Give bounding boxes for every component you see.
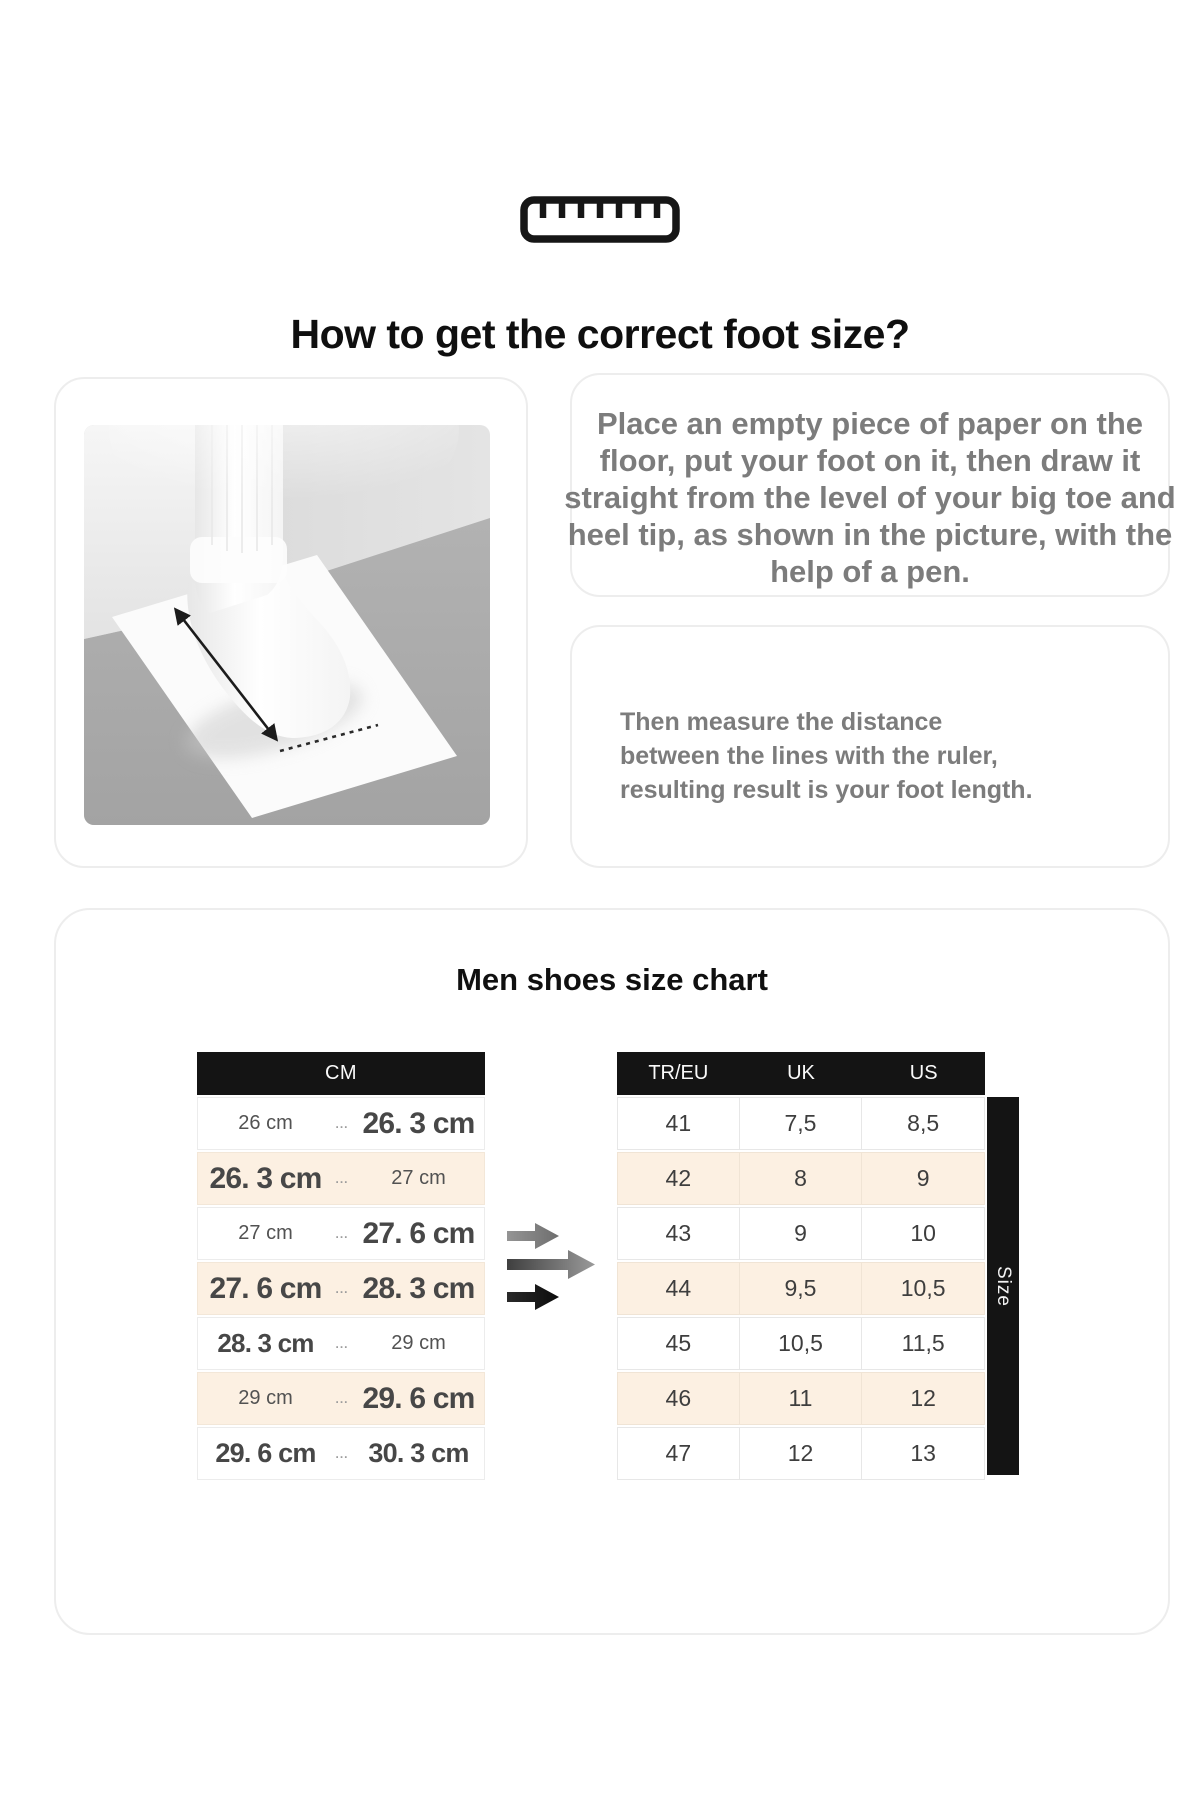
- table-row: [617, 1427, 985, 1480]
- table-cell: 10: [862, 1207, 985, 1260]
- size-chart-card: [54, 908, 1170, 1635]
- table-row: [617, 1317, 985, 1370]
- size-axis-label: [987, 1097, 1019, 1475]
- cm-to: 29. 6 cm: [362, 1381, 475, 1415]
- table-row: [617, 1207, 985, 1260]
- table-cell: 41: [617, 1097, 740, 1150]
- table-row: [617, 1152, 985, 1205]
- table-cell: 42: [617, 1152, 740, 1205]
- table-row: [197, 1262, 485, 1315]
- table-cell: 45: [617, 1317, 740, 1370]
- cm-from: 27. 6 cm: [209, 1271, 322, 1305]
- header-cell: TR/EU: [648, 1062, 709, 1084]
- table-cell: 11,5: [862, 1317, 985, 1370]
- header-cell: UK: [787, 1062, 815, 1084]
- instruction-step1-text: [510, 405, 1200, 590]
- instruction-line: help of a pen.: [770, 554, 970, 589]
- instruction-line: Place an empty piece of paper on the: [596, 406, 1144, 441]
- range-separator: ...: [335, 1226, 349, 1241]
- table-row: [617, 1097, 985, 1150]
- cm-to: 28. 3 cm: [362, 1271, 475, 1305]
- size-axis-label-text: Size: [993, 1265, 1014, 1307]
- cm-from: 27 cm: [238, 1222, 293, 1244]
- instruction-step2-text: [620, 705, 1033, 807]
- table-cell: 9: [740, 1207, 863, 1260]
- table-cell: 8: [740, 1152, 863, 1205]
- conversion-table: [617, 1052, 985, 1480]
- table-cell: 11: [740, 1372, 863, 1425]
- cm-to: 27. 6 cm: [362, 1216, 475, 1250]
- table-cell: 44: [617, 1262, 740, 1315]
- instruction-step2-card: [570, 625, 1170, 868]
- cm-to: 26. 3 cm: [362, 1106, 475, 1140]
- table-row: [197, 1427, 485, 1480]
- instruction-line: straight from the level of your big toe and: [564, 480, 1176, 515]
- cm-table: [197, 1052, 485, 1480]
- table-cell: 12: [740, 1427, 863, 1480]
- cm-from: 28. 3 cm: [217, 1328, 314, 1358]
- table-row: [197, 1152, 485, 1205]
- instruction-line: resulting result is your foot length.: [620, 776, 1033, 804]
- table-cell: 7,5: [740, 1097, 863, 1150]
- table-cell: 47: [617, 1427, 740, 1480]
- cm-to: 29 cm: [391, 1332, 446, 1354]
- cm-from: 26 cm: [238, 1112, 293, 1134]
- table-cell: 8,5: [862, 1097, 985, 1150]
- foot-photo-card: [54, 377, 528, 868]
- table-cell: 9: [862, 1152, 985, 1205]
- cm-from: 29 cm: [238, 1387, 293, 1409]
- instruction-step1-card: [564, 373, 1176, 597]
- table-cell: 10,5: [862, 1262, 985, 1315]
- range-separator: ...: [335, 1336, 349, 1351]
- table-row: [617, 1372, 985, 1425]
- range-separator: ...: [335, 1391, 349, 1406]
- table-cell: 46: [617, 1372, 740, 1425]
- instruction-line: between the lines with the ruler,: [620, 742, 998, 770]
- range-separator: ...: [335, 1446, 349, 1461]
- range-separator: ...: [335, 1171, 349, 1186]
- cm-to: 30. 3 cm: [368, 1438, 469, 1468]
- table-cell: 10,5: [740, 1317, 863, 1370]
- conversion-table-header: [617, 1052, 985, 1095]
- cm-to: 27 cm: [391, 1167, 446, 1189]
- page-title: How to get the correct foot size?: [290, 311, 910, 357]
- table-row: [617, 1262, 985, 1315]
- cm-from: 26. 3 cm: [209, 1161, 322, 1195]
- range-separator: ...: [335, 1281, 349, 1296]
- table-row: [197, 1372, 485, 1425]
- table-row: [197, 1207, 485, 1260]
- instruction-line: floor, put your foot on it, then draw it: [599, 443, 1141, 478]
- ruler-icon: [0, 196, 1200, 243]
- size-chart-title: Men shoes size chart: [456, 962, 768, 997]
- instruction-line: heel tip, as shown in the picture, with the: [567, 517, 1173, 552]
- instruction-line: Then measure the distance: [620, 708, 943, 736]
- convert-arrows-icon: [500, 1218, 610, 1318]
- cm-table-header: CM: [197, 1052, 485, 1095]
- foot-measurement-photo: [84, 425, 490, 825]
- table-cell: 13: [862, 1427, 985, 1480]
- header-cell: US: [909, 1062, 938, 1084]
- cm-from: 29. 6 cm: [215, 1438, 316, 1468]
- table-cell: 43: [617, 1207, 740, 1260]
- table-row: [197, 1317, 485, 1370]
- table-cell: 12: [862, 1372, 985, 1425]
- range-separator: ...: [335, 1116, 349, 1131]
- table-row: [197, 1097, 485, 1150]
- table-cell: 9,5: [740, 1262, 863, 1315]
